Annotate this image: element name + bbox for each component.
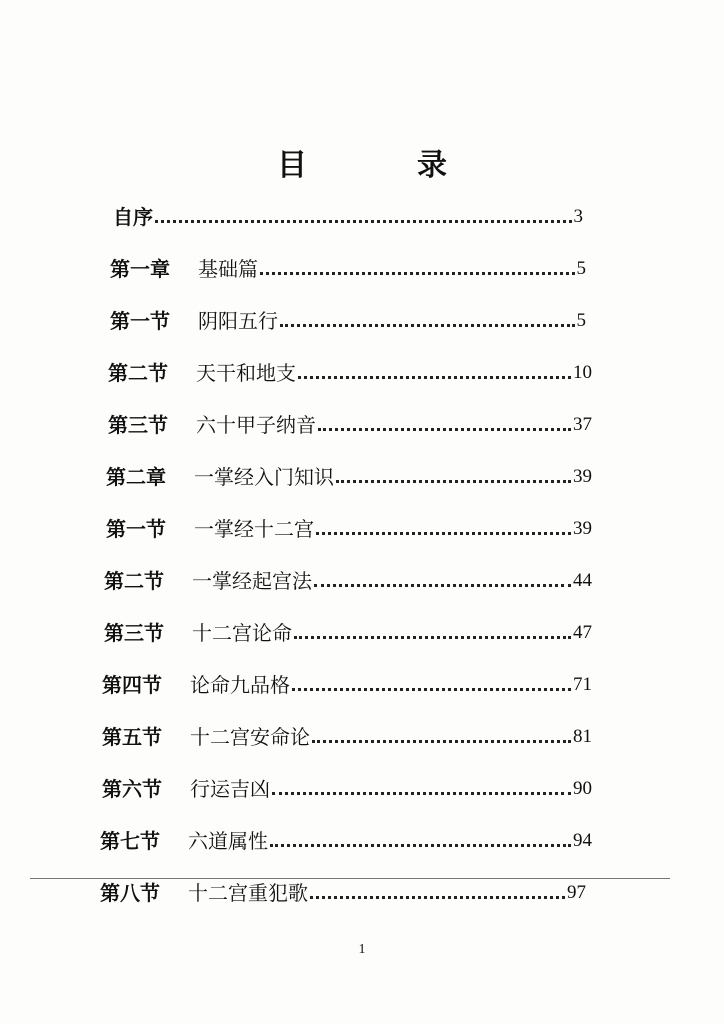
page-number: 1 [358,942,366,957]
toc-entry-title: 十二宫论命 [192,621,292,645]
toc-entry-section [102,668,592,698]
dot-leader [294,636,571,639]
toc-entry-page: 71 [573,674,592,695]
dot-leader [318,428,571,431]
dot-leader [260,272,575,275]
toc-entry-label: 第二节 [108,361,168,385]
toc-entry-page: 90 [573,778,592,799]
toc-entry-section [106,512,592,542]
toc-entry-page: 94 [573,830,592,851]
toc-entry-label: 自序 [113,205,153,229]
toc-entry-title: 六十甲子纳音 [196,413,316,437]
toc-entry-page: 37 [573,414,592,435]
toc-entry-title: 天干和地支 [196,361,296,385]
dot-leader [292,688,571,691]
toc-entry-label: 第六节 [102,777,162,801]
toc-entry-title: 十二宫重犯歌 [188,881,308,905]
dot-leader [336,480,571,483]
toc-entry-page: 39 [573,466,592,487]
toc-entry-page: 81 [573,726,592,747]
toc-entry-page: 47 [573,622,592,643]
dot-leader [312,740,571,743]
toc-entry-title: 行运吉凶 [190,777,270,801]
toc-entry-title: 一掌经起宫法 [192,569,312,593]
toc-entry-page: 3 [573,206,583,227]
toc-entry-section [100,824,592,854]
toc-entry-title: 十二宫安命论 [190,725,310,749]
dot-leader [272,792,571,795]
toc-entry-preface [113,200,583,230]
dot-leader [314,584,571,587]
toc-entry-label: 第一章 [110,257,170,281]
toc-entry-label: 第二章 [106,465,166,489]
toc-entry-page: 5 [576,258,586,279]
toc-entry-section [102,772,592,802]
toc-entry-chapter-1 [110,252,586,282]
toc-entry-label: 第一节 [110,309,170,333]
toc-entry-title: 一掌经入门知识 [194,465,334,489]
toc-entry-title: 论命九品格 [190,673,290,697]
toc-entry-label: 第三节 [104,621,164,645]
toc-entry-section [104,564,592,594]
dot-leader [280,324,575,327]
toc-entry-label: 第四节 [102,673,162,697]
dot-leader [155,220,572,223]
toc-entry-section [104,616,592,646]
toc-entry-chapter-2 [106,460,592,490]
page-title: 目 录 [277,148,487,183]
toc-entry-section [100,876,586,906]
toc-entry-label: 第七节 [100,829,160,853]
toc-entry-title: 一掌经十二宫 [194,517,314,541]
dot-leader [316,532,571,535]
toc-entry-label: 第二节 [104,569,164,593]
toc-entry-section [108,356,592,386]
toc-entry-label: 第五节 [102,725,162,749]
dot-leader [298,376,571,379]
toc-entry-title: 阴阳五行 [198,309,278,333]
toc-entry-label: 第一节 [106,517,166,541]
toc-entry-label: 第八节 [100,881,160,905]
toc-entry-section [102,720,592,750]
toc-entry-section [108,408,592,438]
dot-leader [310,896,565,899]
toc-entry-page: 39 [573,518,592,539]
toc-entry-label: 第三节 [108,413,168,437]
toc-entry-title: 六道属性 [188,829,268,853]
dot-leader [270,844,571,847]
toc-entry-page: 5 [576,310,586,331]
toc-entry-page: 44 [573,570,592,591]
toc-entry-page: 97 [567,882,586,903]
toc-entry-title: 基础篇 [198,257,258,281]
scan-rule-line [30,878,670,879]
toc-entry-section [110,304,586,334]
toc-entry-page: 10 [573,362,592,383]
